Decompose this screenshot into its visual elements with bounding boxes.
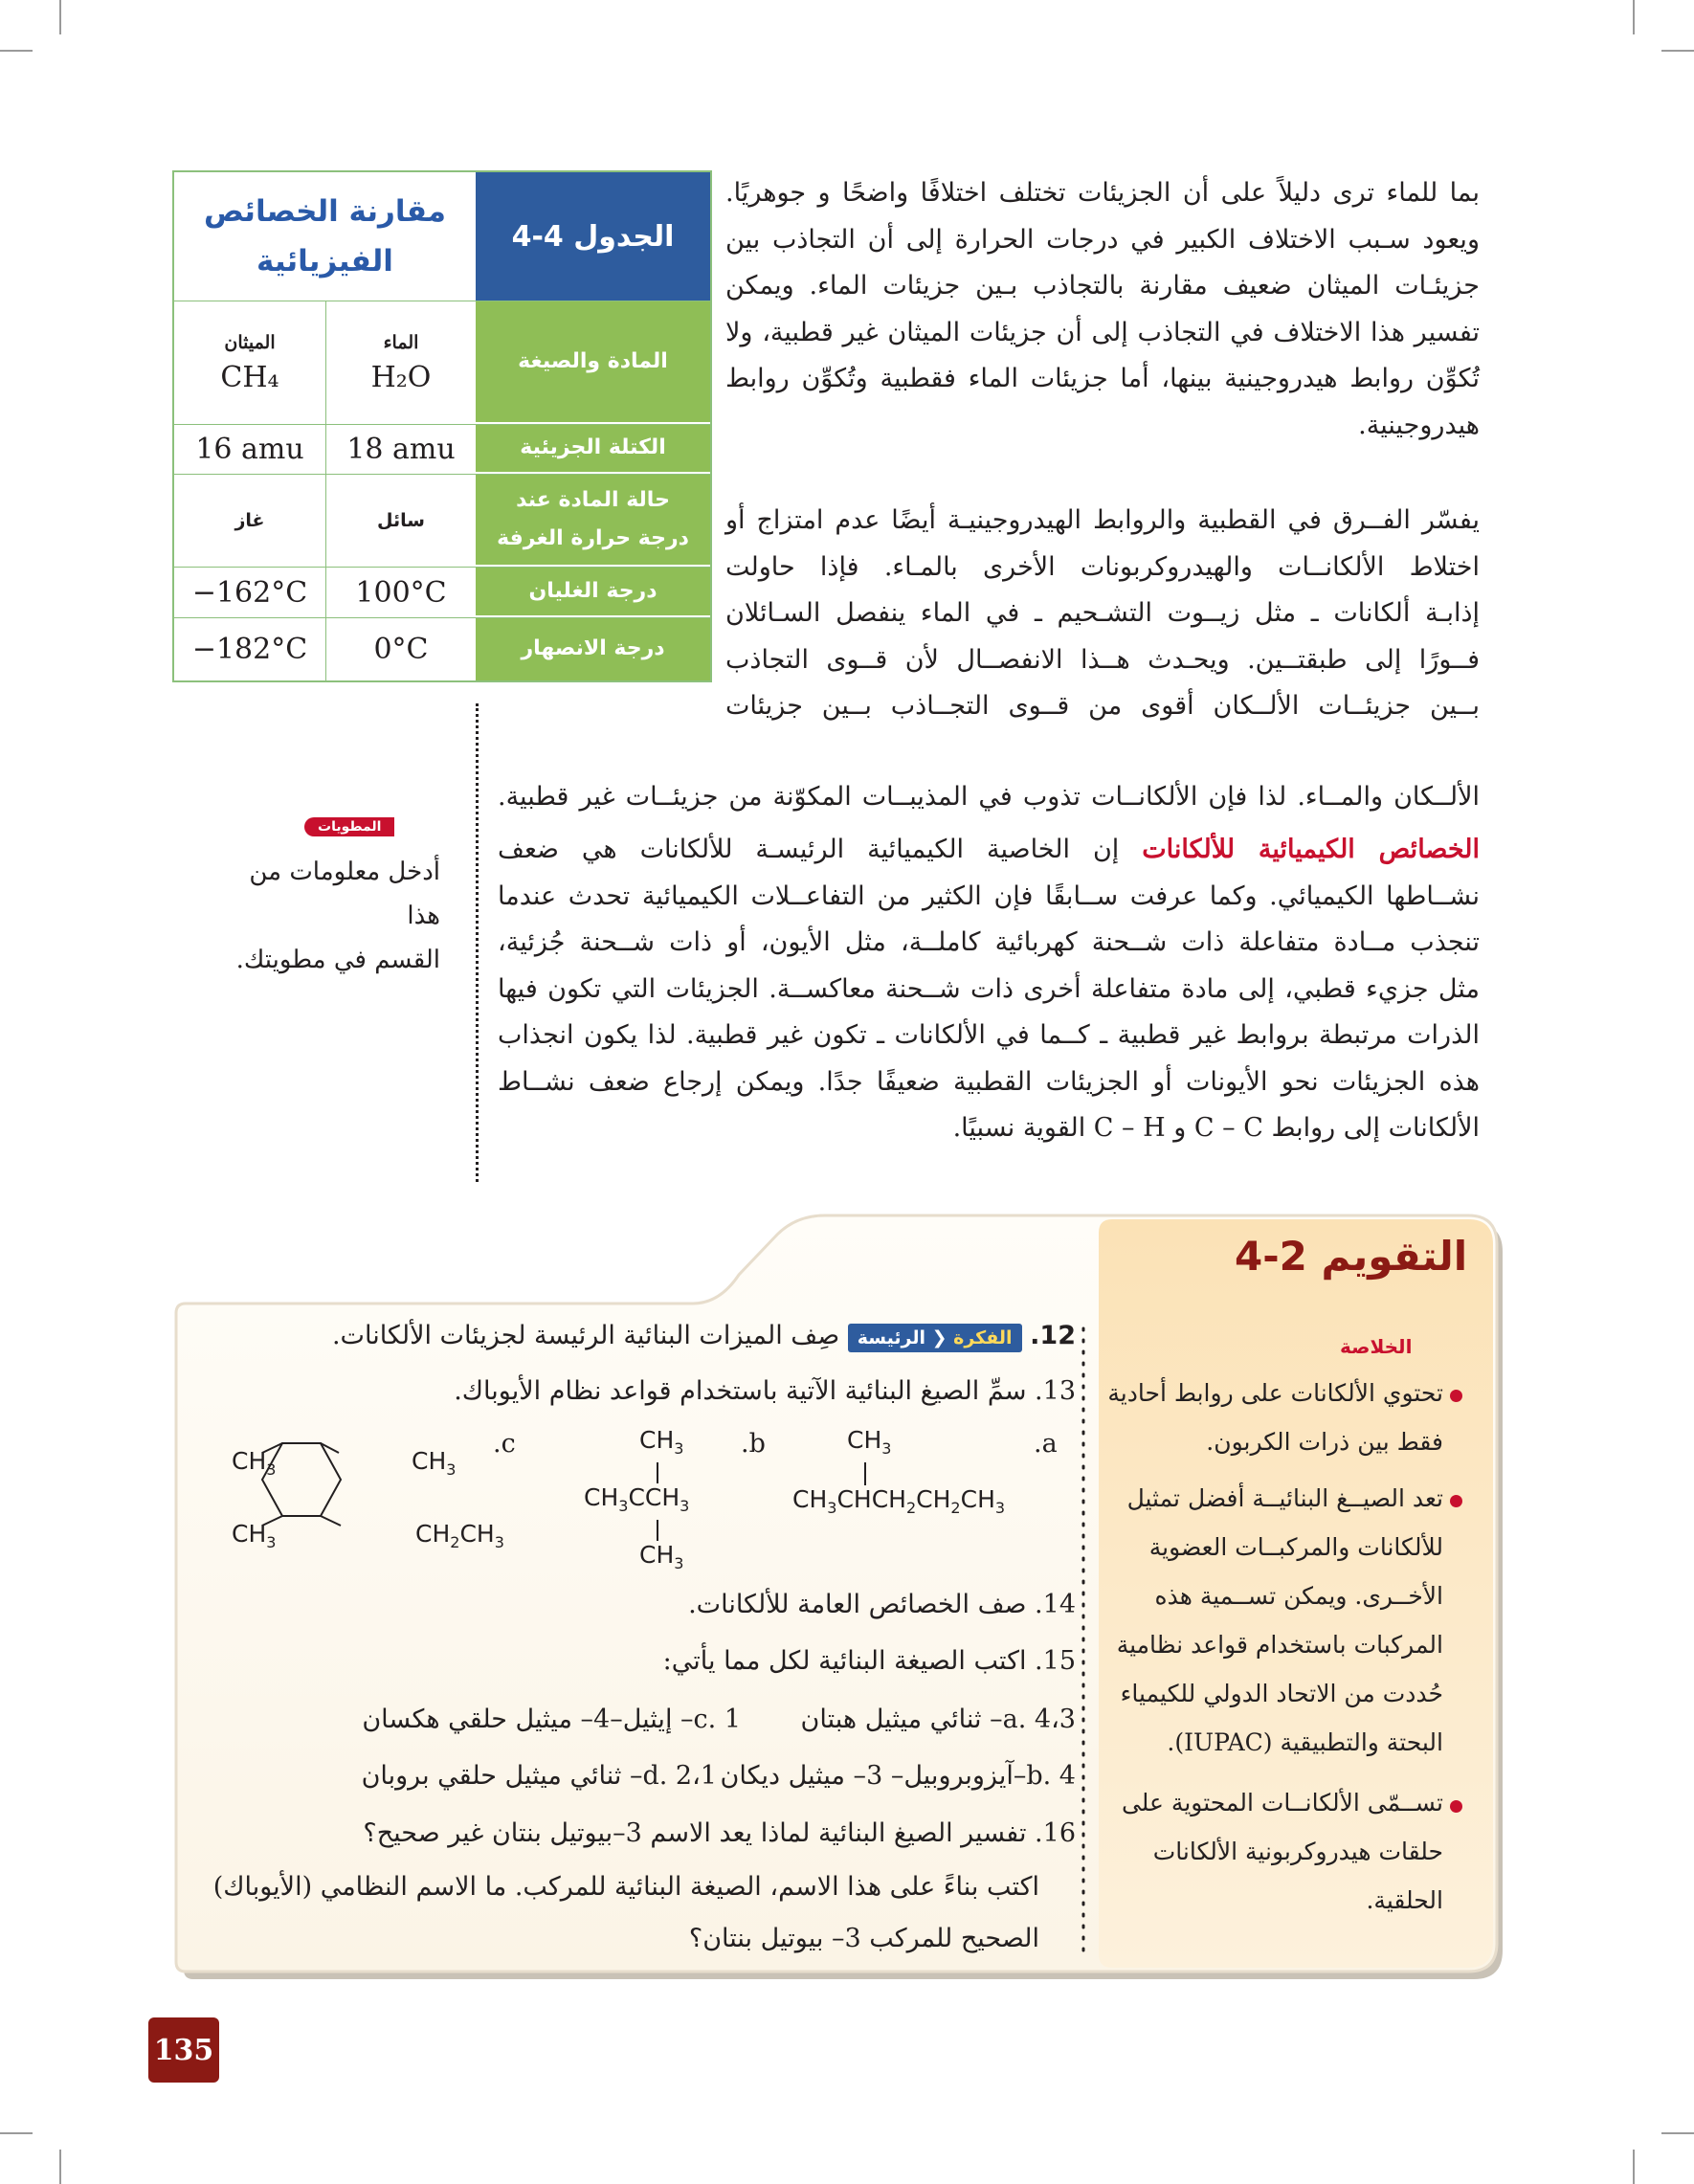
methane-label: الميثان	[224, 331, 276, 353]
crop-mark	[0, 50, 33, 52]
bullet-icon	[1450, 1800, 1462, 1813]
page-number: 135	[148, 2017, 219, 2083]
row-label-line: درجة حرارة الغرفة	[497, 525, 689, 550]
methane-substance-cell	[174, 301, 325, 424]
text-line: المركبات باستخدام قواعد نظامية	[1116, 1631, 1443, 1659]
assessment-box	[172, 1214, 1506, 1985]
text-line: إذابـة ألكانات ـ مثل زيــوت التشـحيم ـ في الماء ينفصل السـائلان	[725, 598, 1480, 628]
row-label-state	[476, 474, 710, 567]
struct-a-ch3: $CH_3$	[847, 1426, 892, 1458]
water-substance-cell	[325, 301, 476, 424]
crop-mark	[59, 2150, 61, 2184]
paragraph-1	[725, 170, 1480, 449]
methane-melting: −182°C	[191, 633, 308, 666]
paragraph-2	[725, 498, 1480, 730]
text-line: الذرات مرتبطة بروابط غير قطبية ـ كــما في الألكانات ـ تكون غير قطبية. لذا يكون انجذاب	[498, 1020, 1480, 1050]
text-line: الخصائص الكيميائية للألكانات إن الخاصية الكيميائية الرئيسـة للألكانات هي ضعف	[498, 835, 1480, 864]
table-number: الجدول 4-4	[476, 172, 710, 301]
label-c: c.	[493, 1429, 516, 1459]
text-line: للألكانات والمركبــات العضوية	[1148, 1533, 1443, 1561]
question-14: 14. صف الخصائص العامة للألكانات.	[688, 1590, 1076, 1619]
question-15d: d. 2،1– ثنائي ميثيل حلقي بروبان	[361, 1761, 717, 1791]
question-13: 13. سمِّ الصيغ البنائية الآتية باستخدام قواعد نظام الأيوباك.	[454, 1376, 1076, 1406]
bond-line	[657, 1462, 658, 1483]
text-line: هذه الجزيئات نحو الأيونات أو الجزيئات القطبية ضعيفًا جدًا. ويمكن إرجاع ضعف نشــاط	[498, 1066, 1480, 1097]
summary-label: الخلاصة	[1340, 1335, 1413, 1358]
badge-part: الفكرة	[953, 1327, 1013, 1348]
foldables-note	[211, 850, 440, 982]
struct-b-main: $CH_3CCH_3$	[584, 1483, 690, 1515]
row-label-melting: درجة الانصهار	[476, 617, 710, 680]
column-divider	[476, 703, 479, 1182]
struct-c-ethyl: $CH_2CH_3$	[415, 1520, 504, 1551]
text-line: بــين جزيئــات الألــكان أقوى من قــوى التجــاذب بــين جزيئات	[725, 691, 1480, 721]
comparison-table	[172, 170, 712, 682]
badge-part: الرئيسة	[857, 1327, 925, 1348]
water-boiling: 100°C	[325, 568, 476, 617]
water-label: الماء	[383, 331, 419, 353]
crop-mark	[1661, 2132, 1694, 2134]
text-line: هيدروجينية.	[1358, 410, 1480, 440]
question-number: 12.	[1030, 1321, 1076, 1350]
row-label-boiling: درجة الغليان	[476, 567, 710, 617]
paragraph-3	[498, 827, 1480, 1152]
row-label-line: حالة المادة عند	[516, 487, 670, 512]
text-line: الألــكان والمــاء. لذا فإن الألكانــات تذوب في المذيبــات المكوّنة من جزيئــات غير قطبية.	[498, 782, 1480, 812]
text-line: فــورًا إلى طبقتــين. ويحـدث هــذا الانفصــال لأن قــوى التجاذب	[725, 644, 1480, 675]
text-line: نشــاطها الكيميائي. وكما عرفت ســابقًا فإن الكثير من التفاعــلات الكيميائية تحدث عندما	[498, 880, 1480, 911]
summary-item	[1091, 1474, 1443, 1767]
crop-mark	[1661, 50, 1694, 52]
question-15c: c. 1– إيثيل–4– ميثيل حلقي هكسان	[362, 1705, 741, 1734]
question-15: 15. اكتب الصيغة البنائية لكل مما يأتي:	[662, 1646, 1076, 1676]
row-label-mass: الكتلة الجزيئية	[476, 424, 710, 474]
text-line: تعد الصيــغ البنائيــة أفضل تمثيل	[1126, 1484, 1443, 1512]
struct-b-ch3-bottom: $CH_3$	[639, 1541, 684, 1572]
text-line: مثل جزيء قطبي، إلى مادة متفاعلة أخرى ذات شــحنة معاكســة. الجزيئات التي تكون فيها	[498, 973, 1480, 1004]
text-line: تنجذب مــادة متفاعلة ذات شــحنة كهربائية كاملــة، مثل الأيون، أو ذات شــحنة جُزئية،	[498, 927, 1480, 957]
foldables-tag: المطويات	[304, 817, 394, 836]
water-mass: 18 amu	[325, 425, 476, 474]
methane-formula: CH₄	[220, 360, 279, 394]
table-title	[174, 172, 476, 301]
text-line: الألكانات إلى روابط C – C و C – H القوية نسبيًا.	[952, 1113, 1480, 1143]
crop-mark	[59, 0, 61, 34]
crop-mark	[1633, 0, 1635, 34]
water-formula: H₂O	[370, 360, 432, 394]
text-line: بما للماء ترى دليلاً على أن الجزيئات تختلف اختلافًا واضحًا و جوهريًا.	[725, 178, 1480, 208]
paragraph-2-last	[498, 774, 1480, 821]
bond-line	[864, 1462, 866, 1485]
methane-mass: 16 amu	[195, 433, 304, 466]
bond-line	[657, 1520, 658, 1541]
table-title-line: مقارنة الخصائص	[204, 194, 446, 229]
text-line: تُكوِّن روابط هيدروجينية بينها، أما جزيئات الماء فقطبية وتُكوِّن روابط	[725, 364, 1480, 393]
text-line: البحتة والتطبيقية (IUPAC).	[1167, 1728, 1443, 1756]
summary-item	[1091, 1778, 1443, 1925]
bullet-icon	[1450, 1390, 1462, 1402]
struct-c-ch3-tl: $CH_3$	[232, 1447, 277, 1479]
struct-c-ch3-bl: $CH_3$	[232, 1520, 277, 1551]
text-line: القسم في مطويتك.	[235, 946, 440, 974]
summary-item	[1091, 1369, 1443, 1466]
text-line: جزيئـات الميثان ضعيف مقارنة بالتجاذب بـين جزيئات الماء. ويمكن	[725, 271, 1480, 301]
text-line: أدخل معلومات من هذا	[249, 858, 440, 930]
question-16: 16. تفسير الصيغ البنائية لماذا يعد الاسم 3–بيوتيل بنتان غير صحيح؟	[363, 1818, 1076, 1848]
text-line: الحلقية.	[1366, 1886, 1443, 1914]
text-line: تســمّى الألكانــات المحتوية على	[1121, 1789, 1443, 1816]
text-line: تفسير هذا الاختلاف في التجاذب إلى أن جزيئات الميثان غير قطبية، ولا	[725, 317, 1480, 347]
water-melting: 0°C	[325, 618, 476, 680]
text-line: حلقات هيدروكربونية الألكانات	[1152, 1838, 1443, 1865]
assessment-title: التقويم 2-4	[1235, 1233, 1468, 1280]
methane-state: غاز	[234, 510, 265, 531]
water-state: سائل	[325, 475, 476, 567]
struct-b-ch3-top: $CH_3$	[639, 1426, 684, 1458]
label-b: b.	[741, 1429, 766, 1459]
question-15a: a. 4،3– ثنائي ميثيل هبتان	[800, 1705, 1076, 1734]
text-line: اختلاط الألكانــات والهيدروكربونات الأخرى بالمـاء. فإذا حاولت	[725, 551, 1480, 582]
crop-mark	[0, 2132, 33, 2134]
question-16-line3: الصحيح للمركب 3– بيوتيل بنتان؟	[688, 1924, 1039, 1953]
question-12	[332, 1321, 1076, 1352]
question-text: صِف الميزات البنائية الرئيسة لجزيئات الألكانات.	[331, 1321, 840, 1350]
table-title-line: الفيزيائية	[256, 244, 393, 279]
question-15b: b. 4–آيزوبروبيل– 3– ميثيل ديكان	[720, 1761, 1076, 1791]
methane-boiling: −162°C	[191, 575, 308, 610]
label-a: a.	[1034, 1429, 1058, 1459]
question-16-line2: اكتب بناءً على هذا الاسم، الصيغة البنائية للمركب. ما الاسم النظامي (الأيوباك)	[212, 1872, 1039, 1902]
text-line: يفسّر الفــرق في القطبية والروابط الهيدروجينيـة أيضًا عدم امتزاج أو	[725, 505, 1480, 535]
struct-c-ch3-tr: $CH_3$	[412, 1447, 457, 1479]
text-line: الأخــرى. ويمكن تســمية هذه	[1154, 1582, 1443, 1610]
row-label-substance: المادة والصيغة	[476, 301, 710, 424]
crop-mark	[1633, 2150, 1635, 2184]
struct-a-main: $CH_3CHCH_2CH_2CH_3$	[792, 1485, 1006, 1517]
text-line: حُددت من الاتحاد الدولي للكيمياء	[1120, 1680, 1443, 1707]
main-idea-badge: الفكرة ❮ الرئيسة	[848, 1324, 1022, 1352]
text-line: تحتوي الألكانات على روابط أحادية	[1107, 1379, 1443, 1407]
section-heading: الخصائص الكيميائية للألكانات	[1142, 835, 1480, 864]
bullet-icon	[1450, 1495, 1462, 1507]
text-line: فقط بين ذرات الكربون.	[1206, 1428, 1443, 1456]
text-line: ويعود سـبب الاختلاف الكبير في درجات الحرارة إلى أن التجاذب بين	[725, 224, 1480, 255]
